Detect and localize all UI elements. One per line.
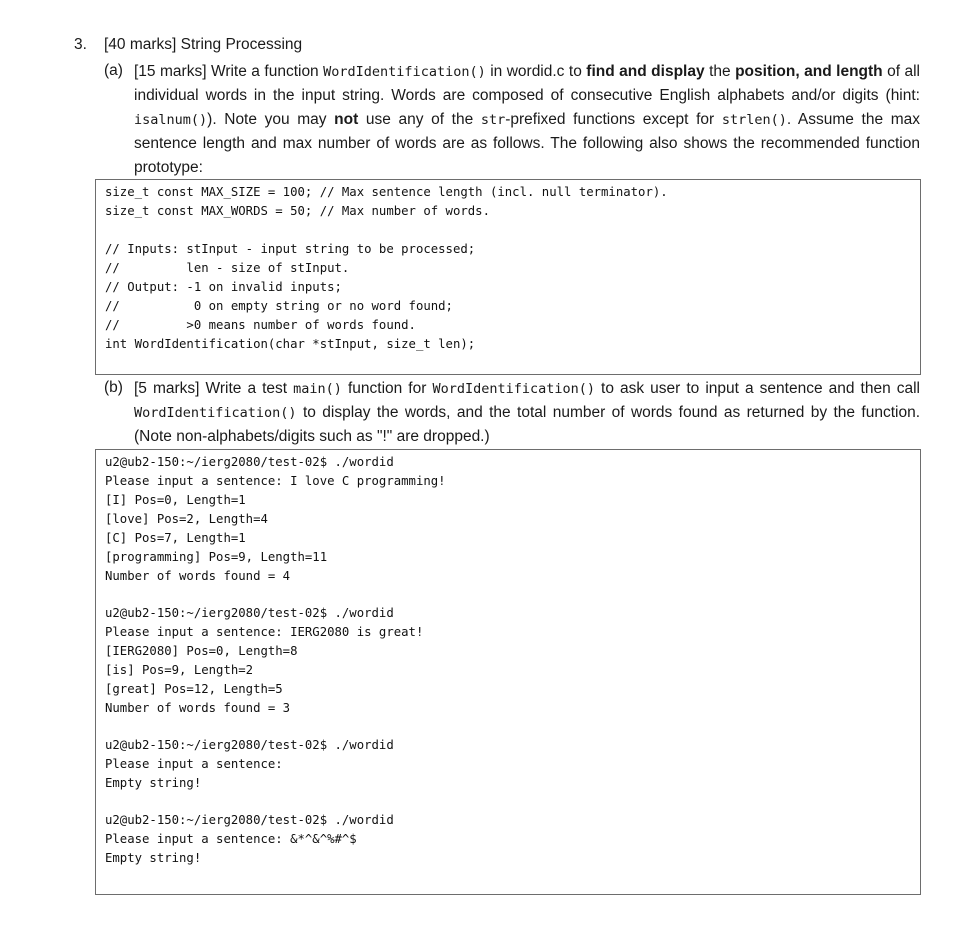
code-line: [105, 221, 920, 240]
part-b-label: (b): [104, 379, 123, 396]
terminal-line: u2@ub2-150:~/ierg2080/test-02$ ./wordid: [105, 738, 394, 752]
part-a-text-3: ). Note you may: [207, 111, 327, 128]
terminal-line: Number of words found = 4: [105, 569, 291, 583]
terminal-line: u2@ub2-150:~/ierg2080/test-02$ ./wordid: [105, 455, 394, 469]
code-line: size_t const MAX_SIZE = 100; // Max sentence length (incl. null terminator).: [105, 185, 668, 199]
terminal-line: [C] Pos=7, Length=1: [105, 531, 246, 545]
func-name-ref: WordIdentification(): [134, 405, 297, 421]
part-a-text-6: . Assume the max sentence length and max number of words are as follows. The following also shows the recommended function prototype:: [134, 111, 920, 176]
terminal-run: [105, 811, 920, 868]
question-title: [40 marks] String Processing: [104, 36, 303, 53]
terminal-line: Please input a sentence:: [105, 757, 283, 771]
question-number: 3.: [74, 36, 87, 53]
code-prototype-box: [95, 179, 921, 375]
terminal-line: Please input a sentence: I love C programming!: [105, 474, 446, 488]
func-name-ref: WordIdentification(): [323, 64, 486, 80]
bold-position-length: position, and length: [735, 63, 883, 80]
terminal-line: Number of words found = 3: [105, 701, 291, 715]
part-b-marks: [5 marks] Write a test: [134, 380, 288, 397]
code-line: int WordIdentification(char *stInput, size_t len);: [105, 337, 476, 351]
part-a-text: [134, 60, 920, 180]
part-a-in-file: in wordid.c to: [490, 63, 582, 80]
terminal-line: [I] Pos=0, Length=1: [105, 493, 246, 507]
main-func-ref: main(): [293, 381, 342, 397]
terminal-line: [love] Pos=2, Length=4: [105, 512, 268, 526]
terminal-output-box: [95, 449, 921, 895]
hint-func: isalnum(): [134, 112, 208, 128]
part-b-text-2: to ask user to input a sentence and then call: [601, 380, 920, 397]
terminal-line: u2@ub2-150:~/ierg2080/test-02$ ./wordid: [105, 606, 394, 620]
code-line: // >0 means number of words found.: [105, 318, 416, 332]
part-b-text: [134, 377, 920, 449]
strlen-ref: strlen(): [721, 112, 787, 128]
part-a-text-2: of all individual words in the input string. Words are composed of consecutive English alphabets and/or digits (hint:: [134, 63, 921, 104]
bold-not: not: [334, 111, 359, 128]
code-line: // len - size of stInput.: [105, 261, 350, 275]
terminal-line: [IERG2080] Pos=0, Length=8: [105, 644, 298, 658]
terminal-line: [great] Pos=12, Length=5: [105, 682, 283, 696]
terminal-line: Empty string!: [105, 851, 202, 865]
terminal-run: [105, 736, 920, 793]
part-b-text-3: to display the words, and the total number of words found as returned by the function. (Note non-alphabets/digits such as "!" are dropped.): [134, 404, 921, 445]
bold-find-display: find and display: [586, 63, 705, 80]
code-line: // Output: -1 on invalid inputs;: [105, 280, 342, 294]
terminal-run: [105, 453, 920, 586]
part-a-text-5: -prefixed functions except for: [505, 111, 715, 128]
terminal-line: Empty string!: [105, 776, 202, 790]
code-line: size_t const MAX_WORDS = 50; // Max number of words.: [105, 204, 490, 218]
part-a-text-4: use any of the: [365, 111, 474, 128]
part-a-the: the: [709, 63, 731, 80]
func-name-ref: WordIdentification(): [432, 381, 595, 397]
part-a-label: (a): [104, 62, 123, 79]
terminal-line: [programming] Pos=9, Length=11: [105, 550, 328, 564]
terminal-run: [105, 604, 920, 718]
terminal-line: u2@ub2-150:~/ierg2080/test-02$ ./wordid: [105, 813, 394, 827]
code-line: // Inputs: stInput - input string to be processed;: [105, 242, 476, 256]
str-prefix: str: [480, 112, 506, 128]
part-a-marks: [15 marks] Write a function: [134, 63, 319, 80]
terminal-line: Please input a sentence: IERG2080 is great!: [105, 625, 424, 639]
terminal-line: Please input a sentence: &*^&^%#^$: [105, 832, 357, 846]
terminal-line: [is] Pos=9, Length=2: [105, 663, 254, 677]
code-line: // 0 on empty string or no word found;: [105, 299, 453, 313]
part-b-text-1: function for: [347, 380, 427, 397]
